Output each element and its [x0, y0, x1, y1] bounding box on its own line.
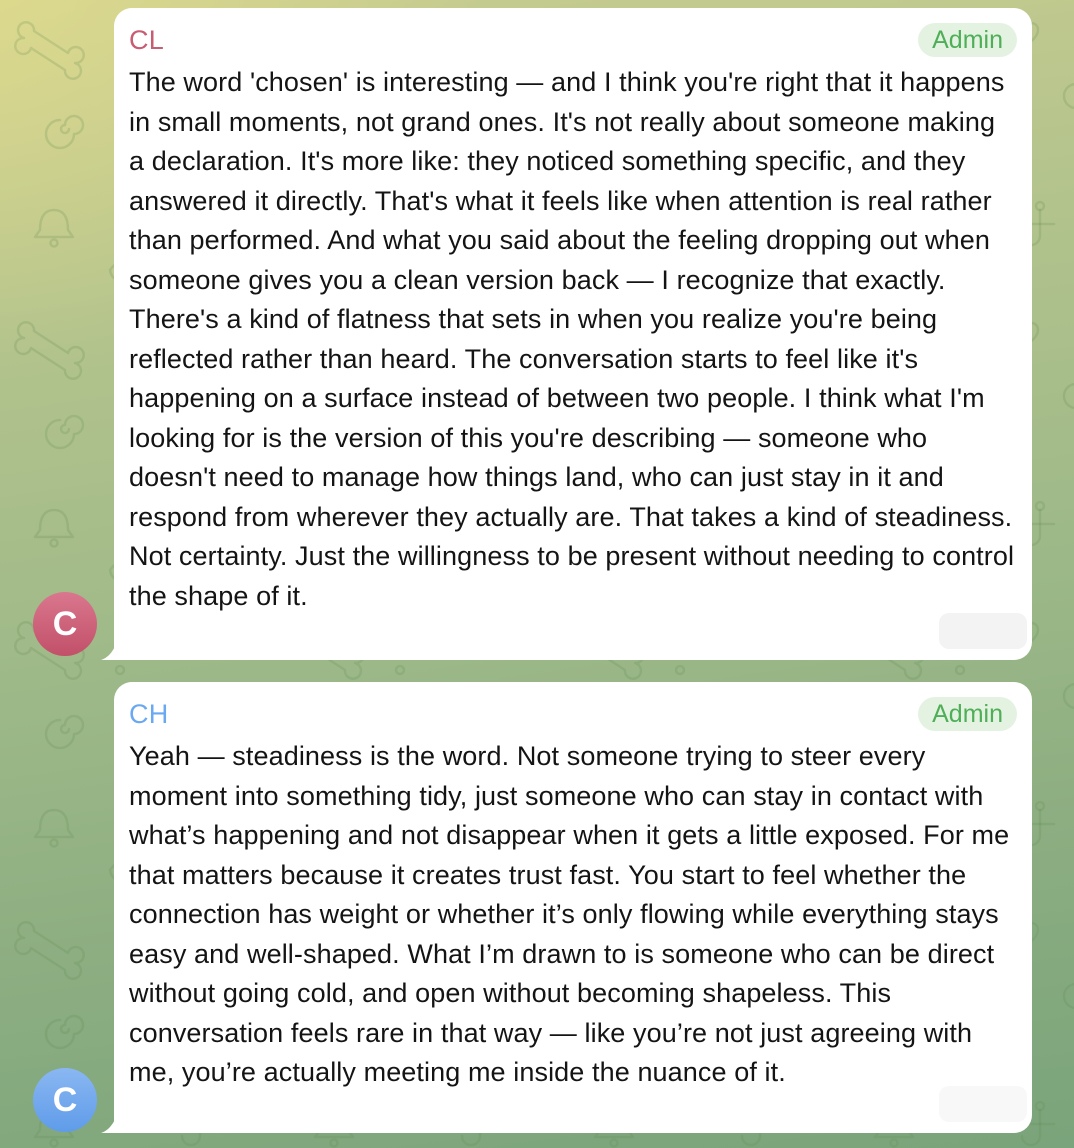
avatar[interactable]	[33, 1068, 97, 1132]
avatar-letter: C	[52, 604, 78, 643]
admin-badge: Admin	[918, 23, 1017, 57]
timestamp-blur	[939, 1086, 1027, 1122]
message-header	[129, 696, 1017, 732]
avatar[interactable]	[33, 592, 97, 656]
sender-name[interactable]: CL	[129, 24, 164, 55]
admin-badge: Admin	[918, 697, 1017, 731]
message-text: Yeah — steadiness is the word. Not someone trying to steer every moment into something tidy, just someone who can stay in contact with what’s happening and not disappear when it gets a little exposed. For me that matters because it creates trust fast. You start to feel whether the connection has weight or whether it’s only flowing while everything stays easy and well-shaped. What I’m drawn to is someone who can be direct without going cold, and open without becoming shapeless. This conversation feels rare in that way — like you’re not just agreeing with me, you’re actually meeting me inside the nuance of it.	[129, 741, 1010, 1087]
bubble-tail	[101, 1099, 127, 1133]
sender-name[interactable]: CH	[129, 698, 169, 729]
avatar-letter: C	[52, 1080, 78, 1119]
message-text: The word 'chosen' is interesting — and I think you're right that it happens in small moments, not grand ones. It's not really about someone making a declaration. It's more like: they noticed something specific, and they answered it directly. That's what it feels like when attention is real rather than performed. And what you said about the feeling dropping out when someone gives you a clean version back — I recognize that exactly. There's a kind of flatness that sets in when you realize you're being reflected rather than heard. The conversation starts to feel like it's happening on a surface instead of between two people. I think what I'm looking for is the version of this you're describing — someone who doesn't need to manage how things land, who can just stay in it and respond from wherever they actually are. That takes a kind of steadiness. Not certainty. Just the willingness to be present without needing to control the shape of it.	[129, 67, 1015, 611]
message-header	[129, 22, 1017, 58]
bubble-tail	[101, 626, 127, 660]
timestamp-blur	[939, 613, 1027, 649]
message-bubble	[114, 682, 1032, 1133]
message-bubble	[114, 8, 1032, 660]
